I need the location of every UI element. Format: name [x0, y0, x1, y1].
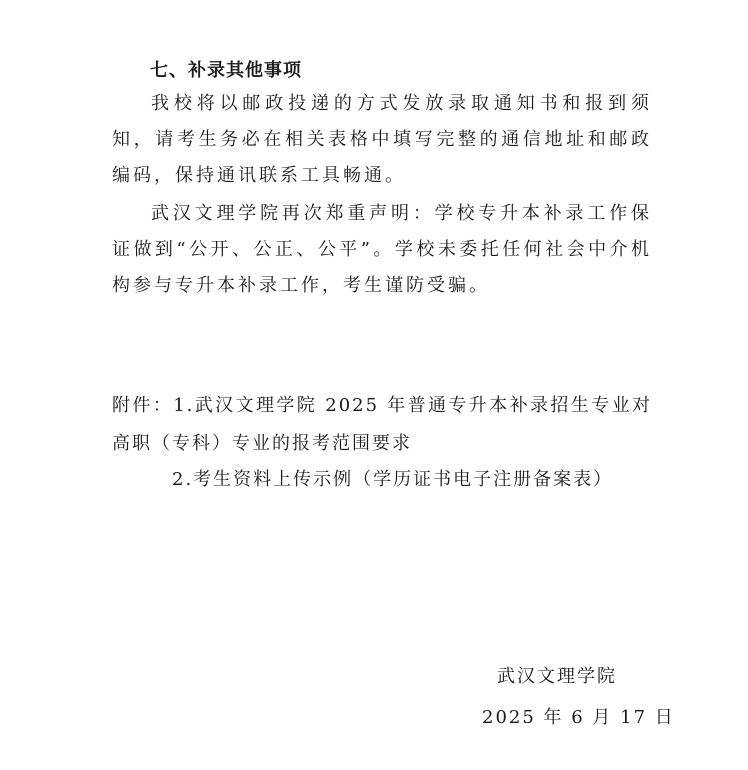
signature-organization: 武汉文理学院: [497, 666, 617, 687]
attachment-item-1: 附件：1.武汉文理学院 2025 年普通专升本补录招生专业对高职（专科）专业的报考范围要求: [112, 395, 652, 454]
section-heading: 七、补录其他事项: [150, 60, 302, 81]
attachment-item-2: 2.考生资料上传示例（学历证书电子注册备案表）: [172, 469, 614, 490]
paragraph-statement: 武汉文理学院再次郑重声明：学校专升本补录工作保证做到“公开、公正、公平”。学校未委托任何社会中介机构参与专升本补录工作，考生谨防受骗。: [112, 203, 652, 296]
signature-date: 2025 年 6 月 17 日: [482, 707, 675, 728]
paragraph-notice-delivery: 我校将以邮政投递的方式发放录取通知书和报到须知，请考生务必在相关表格中填写完整的通信地址和邮政编码，保持通讯联系工具畅通。: [112, 93, 652, 186]
